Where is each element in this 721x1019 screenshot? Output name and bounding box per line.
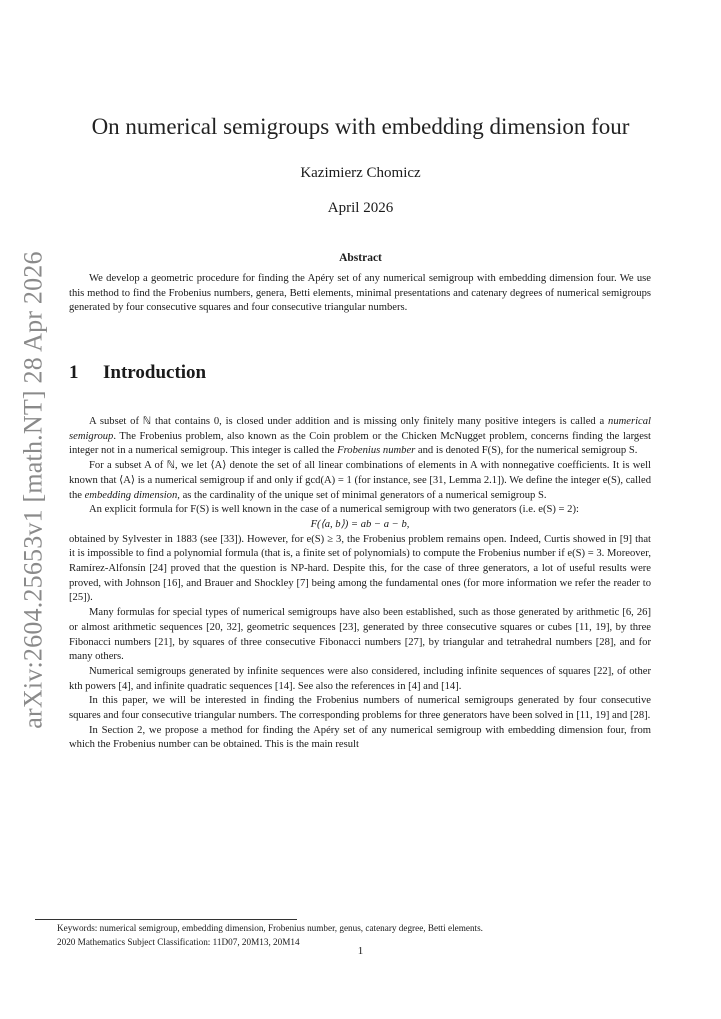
arxiv-identifier-stamp xyxy=(14,251,54,729)
paragraph-8: In Section 2, we propose a method for finding the Apéry set of any numerical semigroup with embedding dimension four, from which the Frobenius number can be obtained. This is the main result xyxy=(69,724,651,751)
abstract-heading: Abstract xyxy=(339,252,382,264)
paper-date: April 2026 xyxy=(327,200,394,216)
paragraph-1-part: A subset of ℕ that contains 0, is closed under addition and is missing only finitely many positive integers is called a xyxy=(89,416,609,427)
paragraph-5: Many formulas for special types of numerical semigroups have also been established, such as those generated by arithmetic [6, 26] or almost arithmetic sequences [20, 32], geometric sequences [23], generated by three consecutive squares or cubes [11, 19], by three Fibonacci numbers [21], by squares of three consecutive Fibonacci numbers [27], by triangular and tetrahedral numbers [28], and for many others. xyxy=(69,607,651,663)
paragraph-1-part: . The Frobenius problem, also known as the Coin problem or the Chicken McNugget problem, concerns finding the largest integer not in a numerical semigroup. This integer is called the xyxy=(69,430,651,457)
term-frobenius-number: Frobenius number xyxy=(337,445,416,457)
abstract-text: We develop a geometric procedure for finding the Apéry set of any numerical semigroup with embedding dimension four. We use this method to find the Frobenius numbers, genera, Betti elements, minimal presentations and catenary degrees of numerical semigroups generated by four consecutive squares and four consecutive triangular numbers. xyxy=(69,273,651,314)
arxiv-identifier-text: arXiv:2604.25653v1 [math.NT] 28 Apr 2026 xyxy=(19,251,49,729)
paragraph-2-part: For a subset A of ℕ, we let ⟨A⟩ denote the set of all linear combinations of elements in A with nonnegative coefficients. It is well known that ⟨A⟩ is a numerical semigroup if and only if gcd(A) = 1 (for instance, see [31, Lemma 2.1]). We define the integer e(S), called the xyxy=(69,460,651,501)
equation-frobenius-two-generators: F(⟨a, b⟩) = ab − a − b, xyxy=(310,518,410,530)
paper-title: On numerical semigroups with embedding dimension four xyxy=(91,114,630,139)
section-title: Introduction xyxy=(103,362,207,383)
paragraph-4: obtained by Sylvester in 1883 (see [33]). However, for e(S) ≥ 3, the Frobenius problem remains open. Indeed, Curtis showed in [9] that it is impossible to find a polynomial formula (that is, a finite set of polynomials) to compute the Frobenius number if e(S) = 3. Moreover, Ramírez-Alfonsín [24] proved that the question is NP-hard. Despite this, for the case of three generators, a lot of useful results were proved, with Johnson [16], and Brauer and Shockley [7] being among the fundamental ones (for more information we refer the reader to [25]). xyxy=(69,533,651,604)
section-heading xyxy=(69,362,206,384)
body-text xyxy=(69,415,651,753)
paragraph-7: In this paper, we will be interested in finding the Frobenius numbers of numerical semigroups generated by four consecutive squares and four consecutive triangular numbers. The corresponding problems for three generators have been solved in [11, 19] and [28]. xyxy=(69,695,651,722)
paragraph-1 xyxy=(69,415,651,459)
term-numerical-semigroup: numerical semigroup xyxy=(69,416,651,442)
paragraph-2 xyxy=(69,459,651,503)
page-number: 1 xyxy=(357,945,364,957)
paragraph-6: Numerical semigroups generated by infinite sequences were also considered, including infinite sequences of squares [22], of other kth powers [4], and infinite quadratic sequences [14]. See also the references in [4] and [14]. xyxy=(69,665,651,692)
paragraph-1-part: and is denoted F(S), for the numerical semigroup S. xyxy=(415,445,638,457)
term-embedding-dimension: embedding dimension xyxy=(84,489,178,501)
footnote-keywords: Keywords: numerical semigroup, embedding dimension, Frobenius number, genus, catenary degree, Betti elements. xyxy=(57,923,483,933)
paper-author: Kazimierz Chomicz xyxy=(300,165,421,181)
section-number: 1 xyxy=(69,362,79,383)
paragraph-3: An explicit formula for F(S) is well known in the case of a numerical semigroup with two generators (i.e. e(S) = 2): xyxy=(89,504,579,516)
footnote-rule xyxy=(35,919,297,920)
footnote-msc: 2020 Mathematics Subject Classification: 11D07, 20M13, 20M14 xyxy=(57,936,300,947)
paragraph-2-part: , as the cardinality of the unique set of minimal generators of a numerical semigroup S. xyxy=(177,489,547,501)
